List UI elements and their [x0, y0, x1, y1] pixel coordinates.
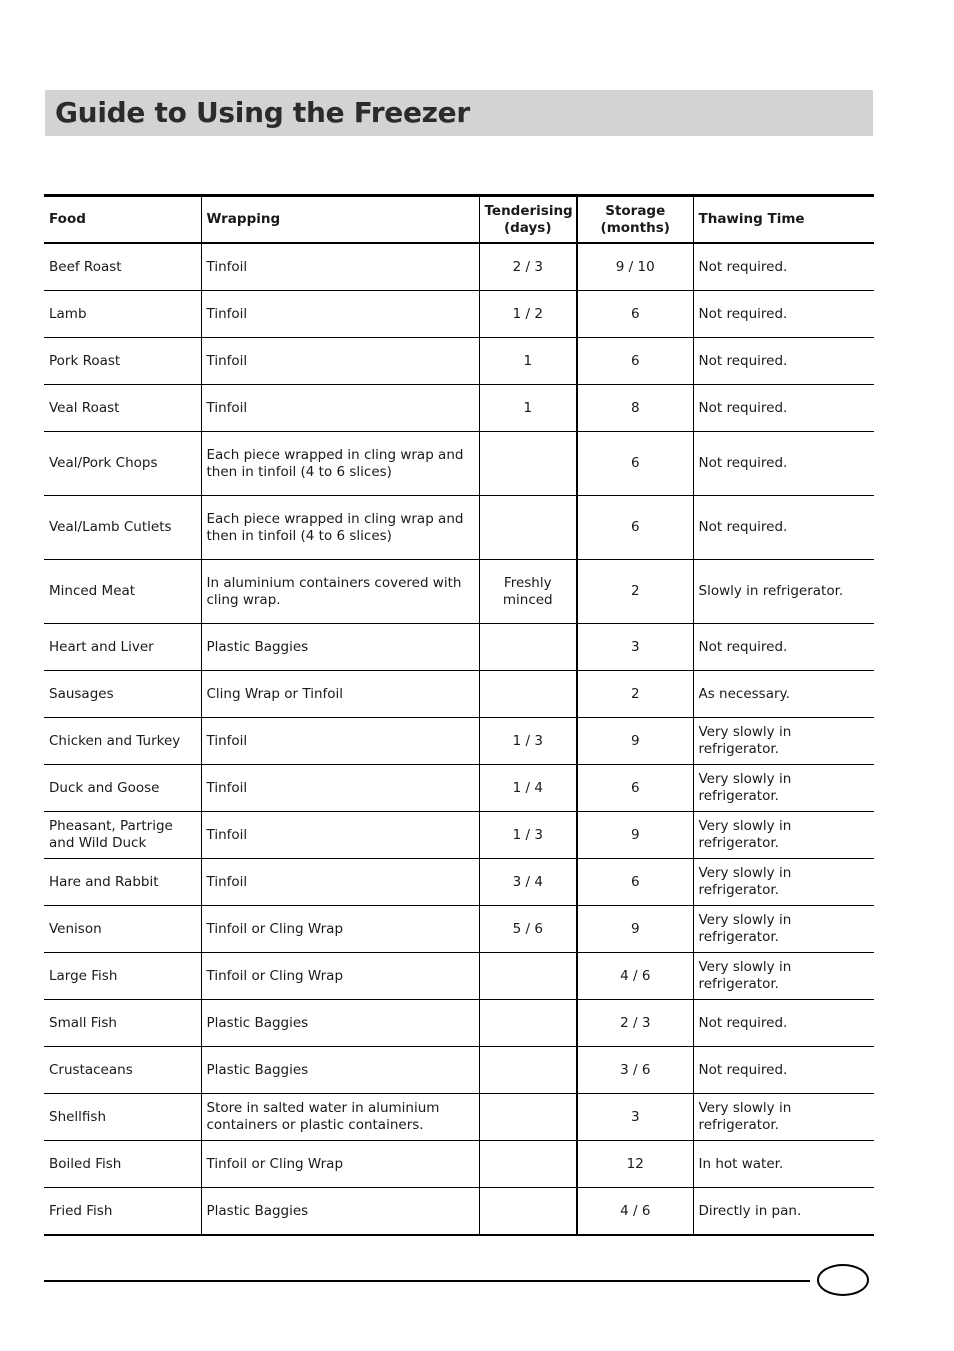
cell-wrapping: Tinfoil or Cling Wrap: [201, 953, 479, 1000]
cell-thawing: Very slowly in refrigerator.: [693, 718, 874, 765]
cell-wrapping: Tinfoil: [201, 765, 479, 812]
table-row: [44, 765, 874, 812]
page-title: Guide to Using the Freezer: [55, 96, 470, 129]
table-row: [44, 1047, 874, 1094]
cell-wrapping: Tinfoil: [201, 718, 479, 765]
cell-wrapping: Each piece wrapped in cling wrap and then in tinfoil (4 to 6 slices): [201, 496, 479, 560]
cell-food: Pheasant, Partrige and Wild Duck: [44, 812, 201, 859]
cell-thawing: Not required.: [693, 291, 874, 338]
cell-thawing: In hot water.: [693, 1141, 874, 1188]
table-row: [44, 432, 874, 496]
cell-tenderising: 1: [479, 385, 577, 432]
cell-tenderising: [479, 953, 577, 1000]
page-number-oval: [817, 1264, 869, 1296]
cell-thawing: Not required.: [693, 624, 874, 671]
table-row: [44, 291, 874, 338]
cell-thawing: Very slowly in refrigerator.: [693, 1094, 874, 1141]
cell-food: Veal Roast: [44, 385, 201, 432]
table-row: [44, 385, 874, 432]
header-storage: [577, 196, 693, 244]
cell-food: Small Fish: [44, 1000, 201, 1047]
table-row: [44, 496, 874, 560]
header-thawing: Thawing Time: [693, 196, 874, 244]
table-row: [44, 1094, 874, 1141]
cell-storage: 6: [577, 338, 693, 385]
cell-storage: 6: [577, 291, 693, 338]
cell-wrapping: Tinfoil or Cling Wrap: [201, 906, 479, 953]
page-title-bar: [45, 90, 873, 136]
cell-storage: 2: [577, 671, 693, 718]
cell-food: Beef Roast: [44, 243, 201, 291]
cell-food: Hare and Rabbit: [44, 859, 201, 906]
cell-storage: 3: [577, 1094, 693, 1141]
cell-food: Chicken and Turkey: [44, 718, 201, 765]
cell-storage: 3: [577, 624, 693, 671]
cell-tenderising: [479, 1094, 577, 1141]
cell-tenderising: Freshly minced: [479, 560, 577, 624]
cell-tenderising: 1 / 3: [479, 812, 577, 859]
cell-thawing: As necessary.: [693, 671, 874, 718]
table-row: [44, 560, 874, 624]
cell-storage: 9: [577, 718, 693, 765]
cell-food: Sausages: [44, 671, 201, 718]
cell-storage: 4 / 6: [577, 953, 693, 1000]
cell-food: Venison: [44, 906, 201, 953]
cell-thawing: Not required.: [693, 496, 874, 560]
cell-thawing: Very slowly in refrigerator.: [693, 953, 874, 1000]
cell-storage: 3 / 6: [577, 1047, 693, 1094]
table-row: [44, 671, 874, 718]
table-row: [44, 1141, 874, 1188]
cell-food: Large Fish: [44, 953, 201, 1000]
cell-tenderising: 1 / 4: [479, 765, 577, 812]
cell-tenderising: [479, 496, 577, 560]
header-food: Food: [44, 196, 201, 244]
cell-thawing: Directly in pan.: [693, 1188, 874, 1236]
cell-tenderising: [479, 624, 577, 671]
cell-wrapping: Tinfoil: [201, 812, 479, 859]
header-tenderising-line1: Tenderising: [484, 202, 573, 219]
table-row: [44, 812, 874, 859]
cell-storage: 9: [577, 812, 693, 859]
cell-tenderising: 3 / 4: [479, 859, 577, 906]
cell-tenderising: 1 / 3: [479, 718, 577, 765]
cell-food: Veal/Pork Chops: [44, 432, 201, 496]
cell-thawing: Not required.: [693, 338, 874, 385]
cell-wrapping: Tinfoil: [201, 338, 479, 385]
cell-wrapping: In aluminium containers covered with cling wrap.: [201, 560, 479, 624]
cell-storage: 8: [577, 385, 693, 432]
cell-food: Boiled Fish: [44, 1141, 201, 1188]
header-storage-line2: (months): [600, 219, 670, 236]
table-row: [44, 1000, 874, 1047]
table-row: [44, 718, 874, 765]
header-tenderising: [479, 196, 577, 244]
cell-wrapping: Tinfoil or Cling Wrap: [201, 1141, 479, 1188]
cell-tenderising: [479, 1141, 577, 1188]
cell-wrapping: Tinfoil: [201, 385, 479, 432]
cell-wrapping: Each piece wrapped in cling wrap and then in tinfoil (4 to 6 slices): [201, 432, 479, 496]
cell-storage: 2: [577, 560, 693, 624]
cell-storage: 2 / 3: [577, 1000, 693, 1047]
table-header-row: [44, 196, 874, 244]
cell-thawing: Not required.: [693, 432, 874, 496]
header-tenderising-line2: (days): [503, 219, 552, 236]
cell-food: Fried Fish: [44, 1188, 201, 1236]
cell-storage: 6: [577, 765, 693, 812]
cell-wrapping: Cling Wrap or Tinfoil: [201, 671, 479, 718]
cell-tenderising: 1: [479, 338, 577, 385]
table-row: [44, 859, 874, 906]
table-row: [44, 953, 874, 1000]
cell-thawing: Not required.: [693, 1000, 874, 1047]
cell-food: Veal/Lamb Cutlets: [44, 496, 201, 560]
cell-thawing: Slowly in refrigerator.: [693, 560, 874, 624]
freezer-guide-table: [44, 194, 874, 1236]
cell-food: Shellfish: [44, 1094, 201, 1141]
cell-thawing: Not required.: [693, 1047, 874, 1094]
cell-storage: 6: [577, 496, 693, 560]
table-row: [44, 624, 874, 671]
cell-storage: 6: [577, 859, 693, 906]
cell-storage: 12: [577, 1141, 693, 1188]
cell-food: Duck and Goose: [44, 765, 201, 812]
cell-wrapping: Tinfoil: [201, 859, 479, 906]
cell-wrapping: Plastic Baggies: [201, 624, 479, 671]
cell-food: Pork Roast: [44, 338, 201, 385]
table-row: [44, 338, 874, 385]
cell-storage: 9: [577, 906, 693, 953]
cell-tenderising: [479, 671, 577, 718]
cell-thawing: Not required.: [693, 243, 874, 291]
table-row: [44, 1188, 874, 1236]
cell-thawing: Very slowly in refrigerator.: [693, 906, 874, 953]
cell-wrapping: Store in salted water in aluminium containers or plastic containers.: [201, 1094, 479, 1141]
cell-thawing: Very slowly in refrigerator.: [693, 765, 874, 812]
cell-wrapping: Tinfoil: [201, 291, 479, 338]
cell-wrapping: Tinfoil: [201, 243, 479, 291]
cell-food: Heart and Liver: [44, 624, 201, 671]
cell-thawing: Very slowly in refrigerator.: [693, 859, 874, 906]
cell-tenderising: 1 / 2: [479, 291, 577, 338]
cell-storage: 4 / 6: [577, 1188, 693, 1236]
cell-storage: 9 / 10: [577, 243, 693, 291]
cell-thawing: Very slowly in refrigerator.: [693, 812, 874, 859]
cell-storage: 6: [577, 432, 693, 496]
cell-food: Lamb: [44, 291, 201, 338]
cell-tenderising: [479, 1047, 577, 1094]
header-storage-line1: Storage: [605, 202, 666, 219]
cell-tenderising: [479, 1000, 577, 1047]
cell-tenderising: [479, 1188, 577, 1236]
cell-thawing: Not required.: [693, 385, 874, 432]
header-wrapping: Wrapping: [201, 196, 479, 244]
cell-tenderising: 5 / 6: [479, 906, 577, 953]
cell-food: Crustaceans: [44, 1047, 201, 1094]
table-row: [44, 906, 874, 953]
table-row: [44, 243, 874, 291]
footer-rule: [44, 1280, 810, 1282]
cell-wrapping: Plastic Baggies: [201, 1188, 479, 1236]
cell-wrapping: Plastic Baggies: [201, 1047, 479, 1094]
cell-food: Minced Meat: [44, 560, 201, 624]
table-body: [44, 243, 874, 1235]
cell-tenderising: [479, 432, 577, 496]
cell-tenderising: 2 / 3: [479, 243, 577, 291]
cell-wrapping: Plastic Baggies: [201, 1000, 479, 1047]
